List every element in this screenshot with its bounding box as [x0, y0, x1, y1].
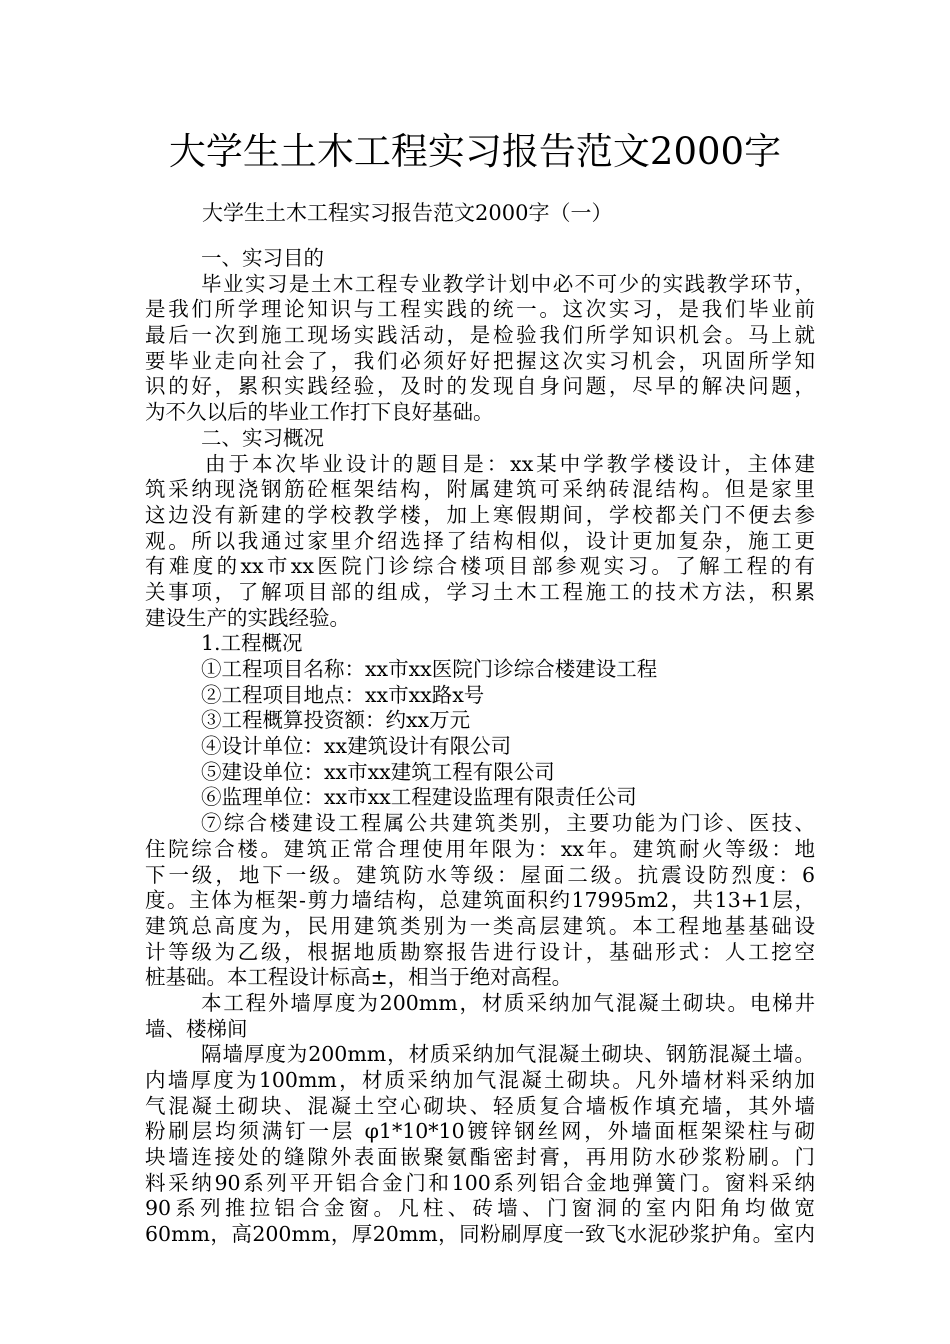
- text-line: 60mm，高200mm，厚20mm，同粉刷厚度一致飞水泥砂浆护角。室内: [145, 1222, 815, 1247]
- text-line: 筑采纳现浇钢筋砼框架结构，附属建筑可采纳砖混结构。但是家里: [145, 477, 815, 502]
- document-title: 大学生土木工程实习报告范文2000字: [168, 130, 782, 173]
- text-line: 有难度的xx市xx医院门诊综合楼项目部参观实习。了解工程的有: [145, 554, 815, 579]
- text-line: 一、实习目的: [201, 246, 324, 270]
- text-line: ⑥监理单位：xx市xx工程建设监理有限责任公司: [201, 785, 637, 810]
- text-line: 为不久以后的毕业工作打下良好基础。: [145, 400, 494, 425]
- text-line: 二、实习概况: [201, 425, 324, 450]
- text-line: 最后一次到施工现场实践活动，是检验我们所学知识机会。马上就: [145, 323, 815, 348]
- text-line: 粉刷层均须满钉一层 φ1*10*10镀锌钢丝网，外墙面框架梁柱与砌: [145, 1119, 815, 1144]
- text-line: ⑦综合楼建设工程属公共建筑类别，主要功能为门诊、医技、: [201, 811, 815, 836]
- text-line: 1.工程概况: [201, 631, 303, 656]
- text-line: 建筑总高度为，民用建筑类别为一类高层建筑。本工程地基基础设: [145, 913, 815, 938]
- text-line: 是我们所学理论知识与工程实践的统一。这次实习，是我们毕业前: [145, 297, 815, 322]
- text-line: 下一级，地下一级。建筑防水等级：屋面二级。抗震设防烈度：6: [145, 862, 815, 887]
- text-line: 毕业实习是土木工程专业教学计划中必不可少的实践教学环节，: [201, 271, 815, 296]
- text-line: 观。所以我通过家里介绍选择了结构相似，设计更加复杂，施工更: [145, 528, 815, 553]
- text-line: 气混凝土砌块、混凝土空心砌块、轻质复合墙板作填充墙，其外墙: [145, 1093, 815, 1118]
- text-line: 90系列推拉铝合金窗。凡柱、砖墙、门窗洞的室内阳角均做宽: [145, 1196, 815, 1221]
- text-line: 识的好，累积实践经验，及时的发现自身问题，尽早的解决问题，: [145, 374, 815, 399]
- text-line: ②工程项目地点：xx市xx路x号: [201, 682, 485, 707]
- text-line: 桩基础。本工程设计标高±，相当于绝对高程。: [145, 965, 573, 990]
- text-line: ①工程项目名称：xx市xx医院门诊综合楼建设工程: [201, 657, 658, 681]
- text-line: 要毕业走向社会了，我们必须好好把握这次实习机会，巩固所学知: [145, 348, 815, 373]
- text-line: 块墙连接处的缝隙外表面嵌聚氨酯密封膏，再用防水砂浆粉刷。门: [145, 1145, 815, 1170]
- text-line: 计等级为乙级，根据地质勘察报告进行设计，基础形式：人工挖空: [145, 939, 815, 964]
- text-line: 由于本次毕业设计的题目是：xx某中学教学楼设计，主体建: [205, 451, 815, 476]
- text-line: 这边没有新建的学校教学楼，加上寒假期间，学校都关门不便去参: [145, 502, 815, 527]
- text-line: 住院综合楼。建筑正常合理使用年限为：xx年。建筑耐火等级：地: [145, 836, 815, 861]
- text-line: 隔墙厚度为200mm，材质采纳加气混凝土砌块、钢筋混凝土墙。: [201, 1042, 815, 1067]
- text-line: ③工程概算投资额：约xx万元: [201, 708, 471, 733]
- text-line: 本工程外墙厚度为200mm，材质采纳加气混凝土砌块。电梯井: [201, 990, 815, 1015]
- text-line: ④设计单位：xx建筑设计有限公司: [201, 734, 512, 759]
- text-line: 关事项，了解项目部的组成，学习土木工程施工的技术方法，积累: [145, 579, 815, 604]
- text-line: 墙、楼梯间: [145, 1016, 248, 1041]
- text-line: 建设生产的实践经验。: [145, 605, 350, 630]
- document-subtitle: 大学生土木工程实习报告范文2000字（一）: [202, 201, 613, 225]
- text-line: 内墙厚度为100mm，材质采纳加气混凝土砌块。凡外墙材料采纳加: [145, 1068, 815, 1092]
- document-body: [145, 246, 815, 1248]
- text-line: 度。主体为框架-剪力墙结构，总建筑面积约17995m2，共13+1层，: [145, 888, 815, 913]
- text-line: 料采纳90系列平开铝合金门和100系列铝合金地弹簧门。窗料采纳: [145, 1170, 815, 1195]
- text-line: ⑤建设单位：xx市xx建筑工程有限公司: [201, 759, 555, 784]
